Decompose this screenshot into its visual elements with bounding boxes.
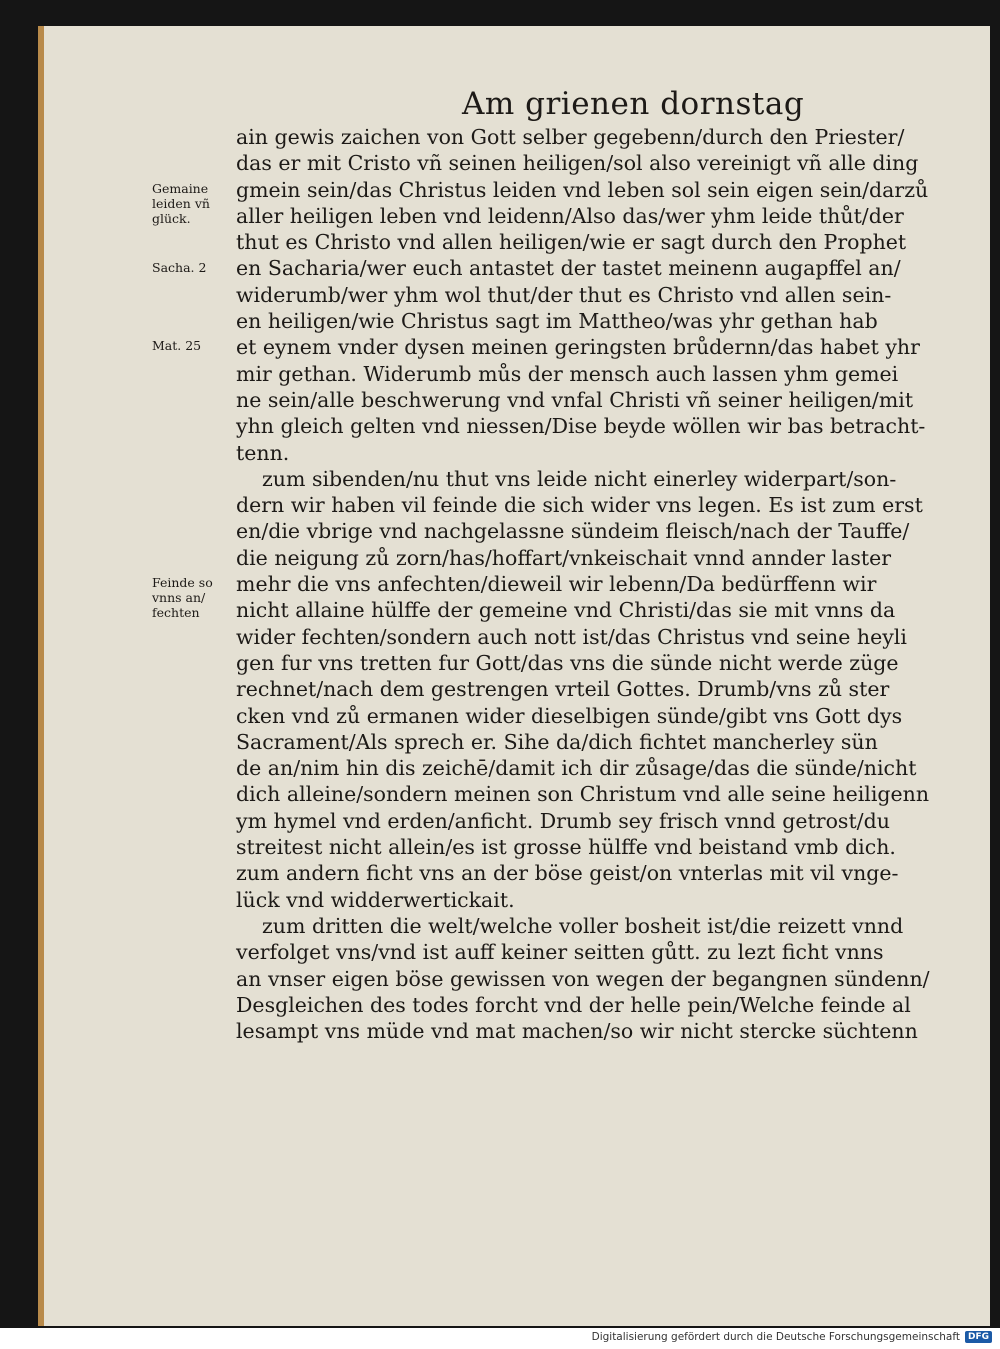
text-line: wider fechten/sondern auch nott ist/das Christus vnd seine heyli — [236, 624, 907, 649]
margin-note: Sacha. 2 — [152, 259, 207, 275]
text-line: cken vnd zů ermanen wider dieselbigen sünde/gibt vns Gott dys — [236, 703, 903, 728]
text-line: thut es Christo vnd allen heiligen/wie er sagt durch den Prophet — [236, 230, 907, 255]
text-line: nicht allaine hülffe der gemeine vnd Christi/das sie mit vnns da — [236, 598, 896, 623]
text-line: lesampt vns müde vnd mat machen/so wir nicht stercke süchtenn — [236, 1019, 918, 1044]
text-line: streitest nicht allein/es ist grosse hülffe vnd beistand vmb dich. — [236, 835, 896, 860]
text-line: ain gewis zaichen von Gott selber gegebenn/durch den Priester/ — [236, 125, 905, 149]
body-text — [236, 124, 930, 1044]
dfg-logo: DFG — [965, 1331, 992, 1343]
text-line: et eynem vnder dysen meinen geringsten brůdernn/das habet yhr — [236, 335, 920, 360]
footer — [0, 1328, 1000, 1349]
text-line: yhn gleich gelten vnd niessen/Dise beyde wöllen wir bas betracht- — [236, 414, 926, 439]
text-line: mir gethan. Widerumb můs der mensch auch lassen yhm gemei — [236, 361, 899, 386]
text-line: en Sacharia/wer euch antastet der tastet meinenn augapffel an/ — [236, 256, 901, 281]
text-line: widerumb/wer yhm wol thut/der thut es Christo vnd allen sein- — [236, 282, 892, 307]
text-line: aller heiligen leben vnd leidenn/Also das/wer yhm leide thůt/der — [236, 203, 904, 228]
text-line: lück vnd widderwertickait. — [236, 887, 515, 912]
text-line: das er mit Cristo vñ seinen heiligen/sol also vereinigt vñ alle ding — [236, 151, 919, 176]
text-line: rechnet/nach dem gestrengen vrteil Gottes. Drumb/vns zů ster — [236, 677, 890, 702]
text-line: en heiligen/wie Christus sagt im Mattheo/was yhr gethan hab — [236, 309, 878, 334]
text-line: en/die vbrige vnd nachgelassne sündeim fleisch/nach der Tauffe/ — [236, 519, 910, 544]
text-line: gen fur vns tretten fur Gott/das vns die sünde nicht werde züge — [236, 650, 899, 675]
text-line: gmein sein/das Christus leiden vnd leben sol sein eigen sein/darzů — [236, 177, 929, 202]
text-line: zum dritten die welt/welche voller bosheit ist/die reizett vnnd — [262, 913, 904, 938]
text-line: an vnser eigen böse gewissen von wegen der begangnen sündenn/ — [236, 966, 930, 991]
text-line: ne sein/alle beschwerung vnd vnfal Christi vñ seiner heiligen/mit — [236, 387, 914, 412]
text-line: die neigung zů zorn/has/hoffart/vnkeischait vnnd annder laster — [236, 545, 892, 570]
text-line: dich alleine/sondern meinen son Christum vnd alle seine heiligenn — [236, 782, 930, 807]
text-line: mehr die vns anfechten/dieweil wir lebenn/Da bedürffenn wir — [236, 572, 877, 597]
text-line: ym hymel vnd erden/anficht. Drumb sey frisch vnnd getrost/du — [236, 808, 890, 833]
margin-note: Gemaine leiden vñ glück. — [152, 180, 210, 226]
margin-note: Mat. 25 — [152, 338, 202, 354]
text-line: zum sibenden/nu thut vns leide nicht einerley widerpart/son- — [262, 466, 897, 491]
text-line: tenn. — [236, 440, 290, 465]
running-head: Am grienen dornstag — [462, 86, 805, 122]
text-line: Desgleichen des todes forcht vnd der helle pein/Welche feinde al — [236, 992, 911, 1017]
text-line: dern wir haben vil feinde die sich wider vns legen. Es ist zum erst — [236, 493, 923, 518]
text-line: Sacrament/Als sprech er. Sihe da/dich fichtet mancherley sün — [236, 729, 878, 754]
text-line: verfolget vns/vnd ist auff keiner seitten gůtt. zu lezt ficht vnns — [236, 940, 884, 965]
footer-credit: Digitalisierung gefördert durch die Deutsche Forschungsgemeinschaft — [591, 1331, 960, 1343]
margin-note: Feinde so vnns an/ fechten — [152, 575, 213, 621]
text-line: de an/nim hin dis zeichē/damit ich dir zůsage/das die sünde/nicht — [236, 756, 917, 781]
text-line: zum andern ficht vns an der böse geist/on vnterlas mit vil vnge- — [236, 861, 899, 886]
